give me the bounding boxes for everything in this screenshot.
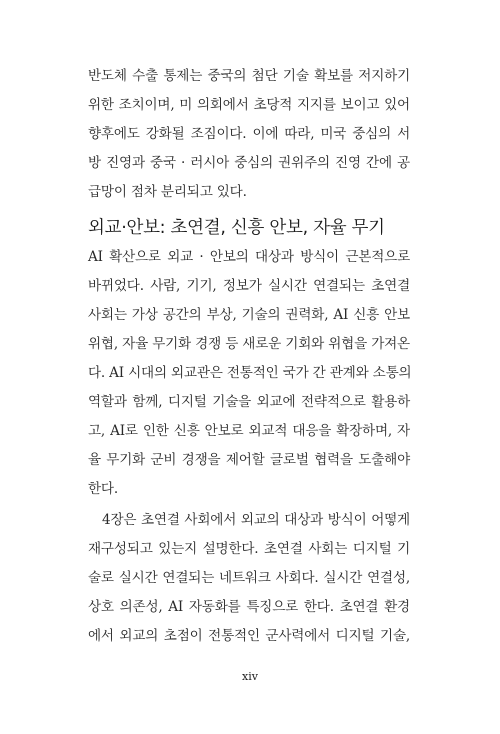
text-line: 술로 실시간 연결되는 네트워크 사회다. 실시간 연결성, (88, 570, 410, 586)
page-number: xiv (242, 670, 258, 683)
text-line: 위협, 자율 무기화 경쟁 등 새로운 기회와 위협을 가져온 (88, 336, 410, 352)
text-line: 율 무기화 군비 경쟁을 제어할 글로벌 협력을 도출해야 (88, 452, 410, 468)
section-heading: 외교·안보: 초연결, 신흥 안보, 자율 무기 (88, 218, 385, 238)
text-line: 향후에도 강화될 조짐이다. 이에 따라, 미국 중심의 서 (88, 126, 410, 142)
text-line: 사회는 가상 공간의 부상, 기술의 권력화, AI 신흥 안보 (88, 307, 410, 323)
text-line: 4장은 초연결 사회에서 외교의 대상과 방식이 어떻게 (102, 512, 410, 528)
text-line: 다. AI 시대의 외교관은 전통적인 국가 간 관계와 소통의 (88, 365, 412, 381)
text-line: 역할과 함께, 디지털 기술을 외교에 전략적으로 활용하 (88, 394, 410, 410)
text-line: 위한 조치이며, 미 의회에서 초당적 지지를 보이고 있어 (88, 97, 410, 113)
text-line: 상호 의존성, AI 자동화를 특징으로 한다. 초연결 환경 (88, 599, 410, 615)
text-line: 바뀌었다. 사람, 기기, 정보가 실시간 연결되는 초연결 (88, 278, 410, 294)
text-line: AI 확산으로 외교 · 안보의 대상과 방식이 근본적으로 (88, 249, 410, 265)
text-line: 에서 외교의 초점이 전통적인 군사력에서 디지털 기술, (88, 628, 410, 644)
text-line: 재구성되고 있는지 설명한다. 초연결 사회는 디지털 기 (88, 541, 410, 557)
text-line: 한다. (88, 481, 118, 497)
text-line: 반도체 수출 통제는 중국의 첨단 기술 확보를 저지하기 (88, 68, 410, 84)
text-line: 방 진영과 중국 · 러시아 중심의 권위주의 진영 간에 공 (88, 155, 410, 171)
text-line: 급망이 점차 분리되고 있다. (88, 184, 247, 200)
text-line: 고, AI로 인한 신흥 안보로 외교적 대응을 확장하며, 자 (88, 423, 410, 439)
